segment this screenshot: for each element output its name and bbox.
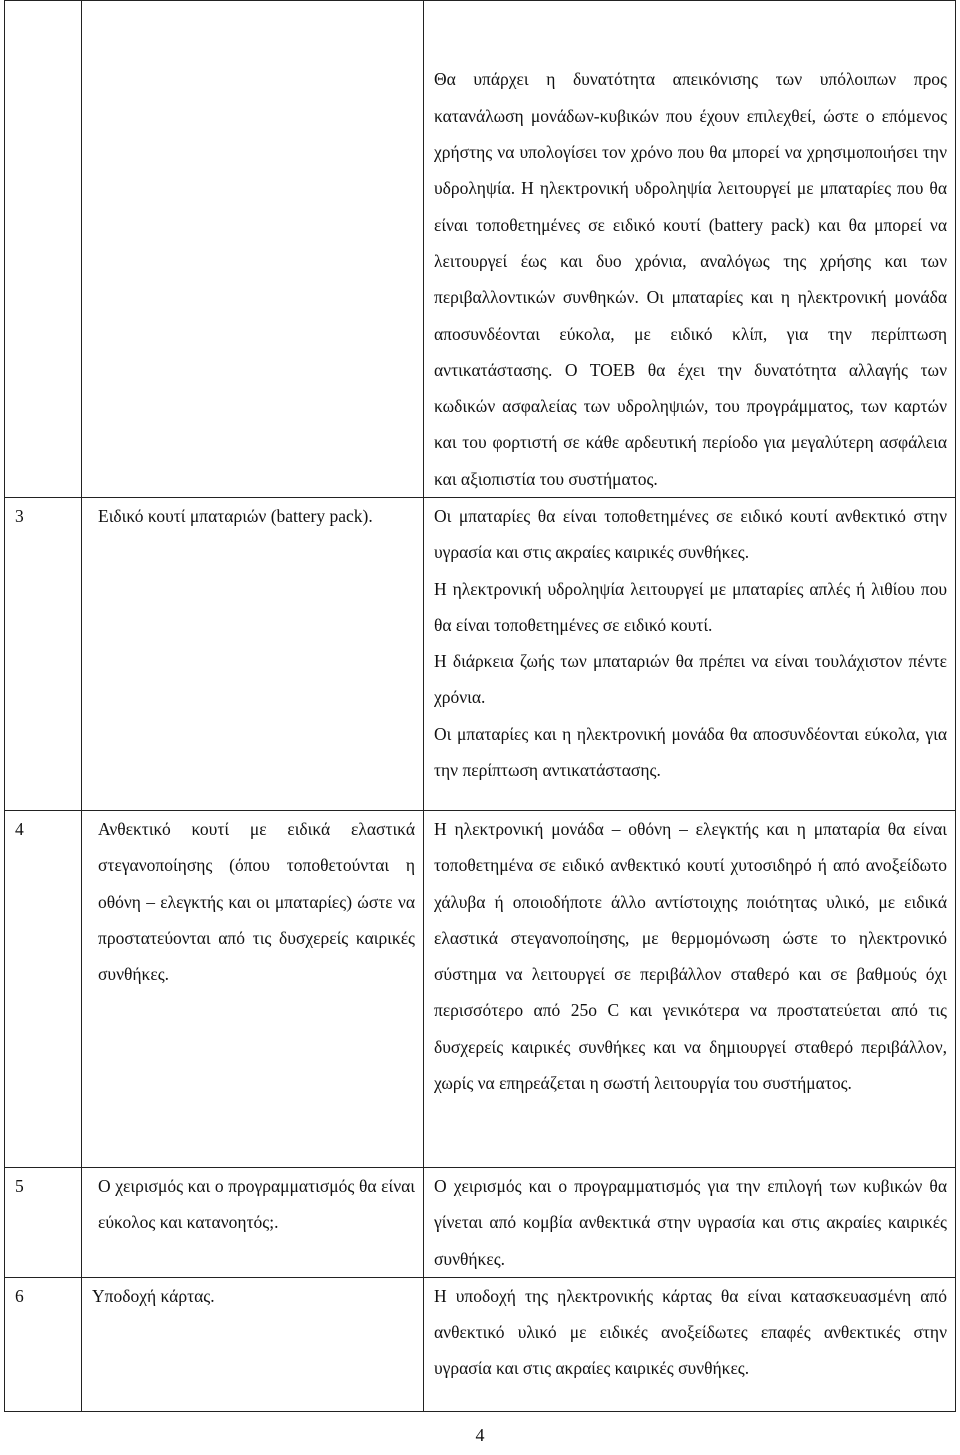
row-specification — [424, 1277, 956, 1411]
spec-paragraph: Η διάρκεια ζωής των μπαταριών θα πρέπει να είναι τουλάχιστον πέντε χρόνια. — [434, 651, 947, 708]
spec-paragraph: Η ηλεκτρονική μονάδα – οθόνη – ελεγκτής και η μπαταρία θα είναι τοποθετημένα σε ειδικό ανθεκτικό κουτί χυτοσιδηρό ή από ανοξείδωτο χάλυβα ή οποιοδήποτε άλλο αντίστοιχης ποιότητας υλικό, με ειδικά ελαστικά στεγανοποίησης, με θερμομόνωση ώστε το ηλεκτρονικό σύστημα να λειτουργεί σε περιβάλλον σταθερό και σε βαθμούς όχι περισσότερο από 25ο C και γενικότερα να προστατεύεται από τις δυσχερείς καιρικές συνθήκες και να δημιουργεί σταθερό περιβάλλον, χωρίς να επηρεάζεται η σωστή λειτουργία του συστήματος. — [434, 819, 947, 1094]
row-number: 5 — [5, 1168, 82, 1278]
specification-table — [4, 0, 956, 1412]
table-row — [5, 1277, 956, 1411]
row-number-text: 6 — [15, 1285, 24, 1306]
spec-paragraph: Η ηλεκτρονική υδροληψία λειτουργεί με μπαταρίες απλές ή λιθίου που θα είναι τοποθετημένες σε ειδικό κουτί. — [434, 578, 947, 635]
row-specification — [424, 811, 956, 1168]
row-description: Ανθεκτικό κουτί με ειδικά ελαστικά στεγανοποίησης (όπου τοποθετούνται η οθόνη – ελεγκτής και οι μπαταρίες) ώστε να προστατεύονται από τις δυσχερείς καιρικές συνθήκες. — [82, 811, 424, 1168]
row-description — [82, 1, 424, 498]
row-description: Υποδοχή κάρτας. — [82, 1277, 424, 1411]
table-row — [5, 811, 956, 1168]
spec-paragraph: Θα υπάρχει η δυνατότητα απεικόνισης των υπόλοιπων προς κατανάλωση μονάδων-κυβικών που έχουν επιλεχθεί, ώστε ο επόμενος χρήστης να υπολογίσει τον χρόνο που θα μπορεί να χρησιμοποιήσει την υδροληψία. Η ηλεκτρονική υδροληψία λειτουργεί με μπαταρίες που θα είναι τοποθετημένες σε ειδικό κουτί (battery pack) και θα μπορεί να λειτουργεί έως και δυο χρόνια, αναλόγως της χρήσης και των περιβαλλοντικών συνθηκών. Οι μπαταρίες και η ηλεκτρονική μονάδα αποσυνδέονται εύκολα, με ειδικό κλίπ, για την περίπτωση αντικατάστασης. Ο ΤΟΕΒ θα έχει την δυνατότητα αλλαγής των κωδικών ασφαλείας των υδροληψιών, του προγράμματος, των καρτών και του φορτιστή σε κάθε αρδευτική περίοδο για μεγαλύτερη ασφάλεια και αξιοπιστία του συστήματος. — [434, 69, 947, 489]
spec-paragraph: Ο χειρισμός και ο προγραμματισμός για την επιλογή των κυβικών θα γίνεται από κομβία ανθεκτικά στην υγρασία και στις ακραίες καιρικές συνθήκες. — [434, 1176, 947, 1269]
spec-paragraph: Οι μπαταρίες θα είναι τοποθετημένες σε ειδικό κουτί ανθεκτικό στην υγρασία και στις ακραίες καιρικές συνθήκες. — [434, 506, 947, 563]
row-number — [5, 1277, 82, 1411]
row-description: Ειδικό κουτί μπαταριών (battery pack). — [82, 498, 424, 811]
table-row — [5, 1168, 956, 1278]
row-number — [5, 1, 82, 498]
row-number: 4 — [5, 811, 82, 1168]
row-specification — [424, 498, 956, 811]
row-specification — [424, 1, 956, 498]
table-row — [5, 1, 956, 498]
row-description: Ο χειρισμός και ο προγραμματισμός θα είναι εύκολος και κατανοητός;. — [82, 1168, 424, 1278]
row-number: 3 — [5, 498, 82, 811]
spec-paragraph: Η υποδοχή της ηλεκτρονικής κάρτας θα είναι κατασκευασμένη από ανθεκτικό υλικό με ειδικές ανοξείδωτες επαφές ανθεκτικές στην υγρασία και στις ακραίες καιρικές συνθήκες. — [434, 1285, 947, 1379]
page-number: 4 — [475, 1425, 485, 1445]
row-specification — [424, 1168, 956, 1278]
spec-paragraph: Οι μπαταρίες και η ηλεκτρονική μονάδα θα αποσυνδέονται εύκολα, για την περίπτωση αντικατάστασης. — [434, 723, 947, 781]
table-row — [5, 498, 956, 811]
